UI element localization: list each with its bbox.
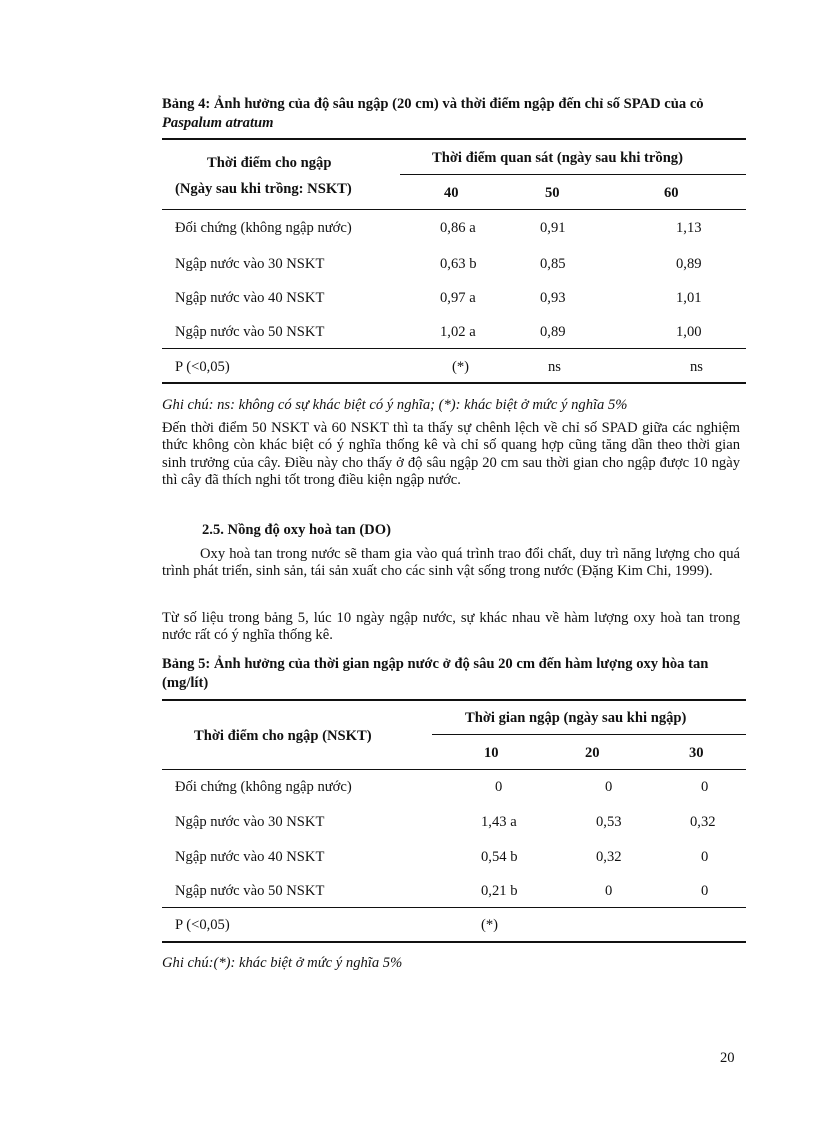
table4-cell: 0,91 [540,220,566,236]
table4-cell: 0,85 [540,256,566,272]
table5-row-label: Ngập nước vào 40 NSKT [175,849,325,865]
table4-top-rule [162,138,746,140]
table5-cell: 0 [701,883,709,899]
table4-p-value: ns [690,359,703,375]
table5-top-rule [162,699,746,701]
table4-cell: 0,93 [540,290,566,306]
table5-p-rule [162,907,746,908]
paragraph-oxygen-intro: Oxy hoà tan trong nước sẽ tham gia vào quá trình trao đổi chất, duy trì năng lượng cho quá trình phát triển, sinh sản, tái sản xuất cho các sinh vật sống trong nước (Đặng Kim Chi, 1999). [162,546,740,580]
table5-cell: 0,32 [690,814,716,830]
table5-subheader: 30 [689,745,704,761]
paragraph-spad-discussion: Đến thời điểm 50 NSKT và 60 NSKT thì ta thấy sự chênh lệch về chỉ số SPAD giữa các nghiệm thức không còn khác biệt có ý nghĩa thống kê và chỉ số quang hợp cũng tăng dần theo thời gian sinh trưởng của cây. Điều này cho thấy ở độ sâu ngập 20 cm sau thời gian cho ngập được 10 ngày thì cây đã thích nghi tốt trong điều kiện ngập nước. [162,420,740,489]
table4-bottom-rule [162,382,746,384]
table5-col0-header: Thời điểm cho ngập (NSKT) [194,728,372,744]
table5-cell: 0 [701,779,709,795]
table4-row-label: Ngập nước vào 30 NSKT [175,256,325,272]
paragraph-table5-intro: Từ số liệu trong bảng 5, lúc 10 ngày ngập nước, sự khác nhau về hàm lượng oxy hoà tan trong nước rất có ý nghĩa thống kê. [162,610,740,644]
table4-note: Ghi chú: ns: không có sự khác biệt có ý nghĩa; (*): khác biệt ở mức ý nghĩa 5% [162,397,628,413]
table4-p-value: ns [548,359,561,375]
table4-p-label: P (<0,05) [175,359,230,375]
table4-cell: 0,97 a [440,290,476,306]
table4-col0-header-line1: Thời điểm cho ngập [207,155,332,171]
table4-cell: 0,86 a [440,220,476,236]
table4-p-rule [162,348,746,349]
table4-cell: 0,89 [676,256,702,272]
table5-group-header: Thời gian ngập (ngày sau khi ngập) [465,710,687,726]
table4-subheader: 40 [444,185,459,201]
table5-p-label: P (<0,05) [175,917,230,933]
table4-subheader: 50 [545,185,560,201]
table5-subheader: 10 [484,745,499,761]
table5-note: Ghi chú:(*): khác biệt ở mức ý nghĩa 5% [162,955,403,971]
table5-bottom-rule [162,941,746,943]
table4-row-label: Ngập nước vào 50 NSKT [175,324,325,340]
table4-cell: 1,02 a [440,324,476,340]
table5-cell: 0 [605,779,613,795]
table5-header-rule [162,769,746,770]
table5-group-rule [432,734,746,735]
table5-cell: 0,32 [596,849,622,865]
table4-row-label: Đối chứng (không ngập nước) [175,220,352,236]
table5-cell: 0 [701,849,709,865]
table4-header-rule [162,209,746,210]
table4-group-rule [400,174,746,175]
table5-cell: 0,54 b [481,849,518,865]
table5-caption: Bảng 5: Ảnh hưởng của thời gian ngập nước ở độ sâu 20 cm đến hàm lượng oxy hòa tan (mg/lít) [162,656,709,691]
table4-group-header: Thời điểm quan sát (ngày sau khi trồng) [432,150,683,166]
table5-p-value: (*) [481,917,499,933]
table5-cell: 0,53 [596,814,622,830]
section-heading: 2.5. Nồng độ oxy hoà tan (DO) [202,522,391,538]
species-name: Paspalum atratum [162,115,274,131]
table5-cell: 0 [605,883,613,899]
table4-cell: 0,89 [540,324,566,340]
table4-subheader: 60 [664,185,679,201]
table5-row-label: Ngập nước vào 50 NSKT [175,883,325,899]
table4-cell: 0,63 b [440,256,477,272]
table5-cell: 0 [495,779,503,795]
table4-col0-header-line2: (Ngày sau khi trồng: NSKT) [175,181,352,197]
table5-row-label: Ngập nước vào 30 NSKT [175,814,325,830]
table5-row-label: Đối chứng (không ngập nước) [175,779,352,795]
table4-caption: Bảng 4: Ảnh hưởng của độ sâu ngập (20 cm) và thời điểm ngập đến chỉ số SPAD của cỏ Paspalum atratum [162,96,704,131]
table5-cell: 0,21 b [481,883,518,899]
table4-cell: 1,13 [676,220,702,236]
table5-cell: 1,43 a [481,814,517,830]
table4-p-value: (*) [452,359,470,375]
table4-cell: 1,01 [676,290,702,306]
table5-subheader: 20 [585,745,600,761]
table4-cell: 1,00 [676,324,702,340]
page-number: 20 [720,1050,735,1066]
table4-row-label: Ngập nước vào 40 NSKT [175,290,325,306]
